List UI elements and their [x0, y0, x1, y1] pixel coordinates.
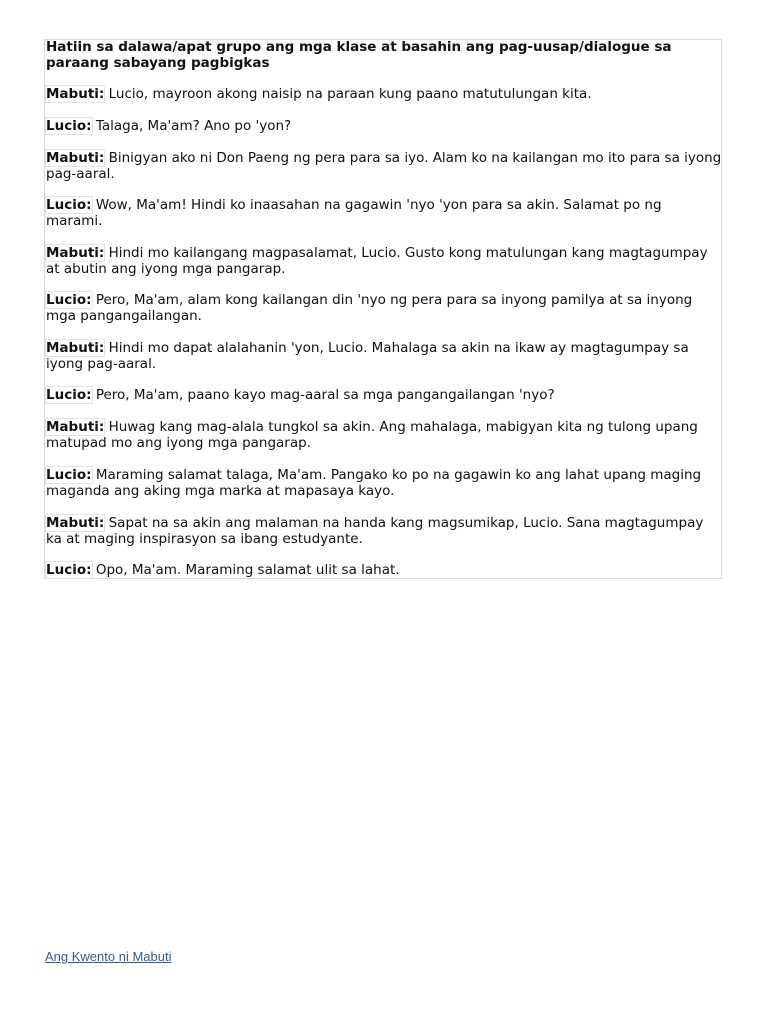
dialogue-line: [46, 246, 722, 277]
speaker-label: Mabuti:: [46, 150, 105, 166]
speaker-label: Mabuti:: [46, 340, 105, 356]
dialogue-text: Huwag kang mag-alala tungkol sa akin. Ang mahalaga, mabigyan kita ng tulong upang matupad mo ang iyong mga pangarap.: [46, 419, 698, 451]
dialogue-line: [46, 388, 722, 404]
dialogue-line: [46, 293, 722, 324]
speaker-label: Lucio:: [46, 118, 92, 134]
dialogue-box: [44, 39, 722, 579]
dialogue-text: Pero, Ma'am, alam kong kailangan din 'nyo ng pera para sa inyong pamilya at sa inyong mga pangangailangan.: [46, 292, 693, 324]
dialogue-line: [46, 119, 722, 135]
dialogue-line: [46, 563, 722, 579]
dialogue-text: Lucio, mayroon akong naisip na paraan kung paano matutulungan kita.: [104, 86, 592, 102]
dialogue-line: [46, 516, 722, 547]
dialogue-text: Maraming salamat talaga, Ma'am. Pangako ko po na gagawin ko ang lahat upang maging maganda ang aking mga marka at mapasaya kayo.: [46, 467, 702, 499]
dialogue-line: [46, 87, 722, 103]
dialogue-text: Opo, Ma'am. Maraming salamat ulit sa lahat.: [91, 562, 400, 578]
speaker-label: Mabuti:: [46, 515, 105, 531]
dialogue-text: Wow, Ma'am! Hindi ko inaasahan na gagawin 'nyo 'yon para sa akin. Salamat po ng marami.: [46, 197, 662, 229]
speaker-label: Mabuti:: [46, 245, 105, 261]
dialogue-line: [46, 151, 722, 182]
dialogue-text: Talaga, Ma'am? Ano po 'yon?: [91, 118, 292, 134]
dialogue-line: [46, 420, 722, 451]
dialogue-text: Hindi mo kailangang magpasalamat, Lucio. Gusto kong matulungan kang magtagumpay at abutin ang iyong mga pangarap.: [46, 245, 708, 277]
speaker-label: Mabuti:: [46, 419, 105, 435]
dialogue-text: Hindi mo dapat alalahanin 'yon, Lucio. Mahalaga sa akin na ikaw ay magtagumpay sa iyong pag-aaral.: [46, 340, 689, 372]
speaker-label: Lucio:: [46, 387, 92, 403]
dialogue-line: [46, 341, 722, 372]
speaker-label: Lucio:: [46, 197, 92, 213]
dialogue-line: [46, 198, 722, 229]
dialogue-text: Pero, Ma'am, paano kayo mag-aaral sa mga pangangailangan 'nyo?: [91, 387, 555, 403]
speaker-label: Lucio:: [46, 292, 92, 308]
instructions-heading: Hatiin sa dalawa/apat grupo ang mga klase at basahin ang pag-uusap/dialogue sa paraang sabayang pagbigkas: [46, 39, 672, 71]
speaker-label: Lucio:: [46, 562, 92, 578]
dialogue-text: Binigyan ako ni Don Paeng ng pera para sa iyo. Alam ko na kailangan mo ito para sa iyong pag-aaral.: [46, 150, 722, 182]
dialogue-line: [46, 468, 722, 499]
dialogue-text: Sapat na sa akin ang malaman na handa kang magsumikap, Lucio. Sana magtagumpay ka at maging inspirasyon sa ibang estudyante.: [46, 515, 704, 547]
speaker-label: Lucio:: [46, 467, 92, 483]
speaker-label: Mabuti:: [46, 86, 105, 102]
story-link[interactable]: Ang Kwento ni Mabuti: [45, 949, 172, 964]
